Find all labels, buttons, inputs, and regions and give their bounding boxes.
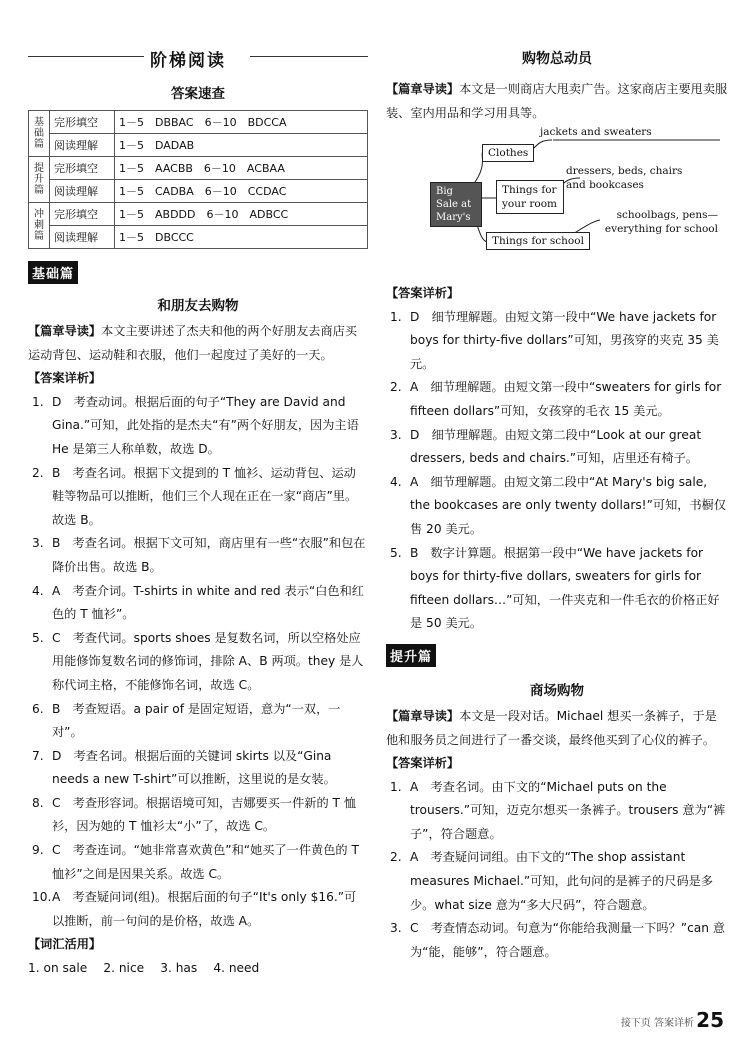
branch-box: Things for school	[486, 232, 590, 250]
answer-number: 2.	[390, 850, 402, 865]
answer-number: 1.	[390, 309, 402, 324]
branch-label: schoolbags, pens—everything for school	[604, 209, 718, 235]
section-tag: 基础篇	[28, 261, 78, 284]
right-answer-list	[386, 306, 728, 636]
answer-text: C 考查形容词。根据语境可知，吉娜要买一件新的 T 恤衫，因为她的 T 恤衫太“小”了，故选 C。	[52, 795, 357, 834]
answer-number: 5.	[390, 545, 402, 560]
answer-text: B 考查名词。根据下文提到的 T 恤衫、运动背包、运动鞋等物品可以推断，他们三个人现在正在一家“商店”里。故选 B。	[52, 465, 358, 527]
answer-number: 4.	[390, 474, 402, 489]
branch-label: dressers, beds, chairs and bookcases	[566, 165, 683, 191]
guide-label: 【篇章导读】	[386, 82, 460, 96]
answer-text: C 考查代词。sports shoes 是复数名词，所以空格处应用能修饰复数名词的修饰词，排除 A、B 两项。they 是人称代词主格，不能修饰名词，故选 C。	[52, 630, 364, 692]
answer-text: A 考查介词。T-shirts in white and red 表示“白色和红色的 T 恤衫”。	[52, 583, 364, 622]
answer-text: A 细节理解题。由短文第一段中“sweaters for girls for fifteen dollars”可知，女孩穿的毛衣 15 美元。	[410, 380, 722, 418]
answer-text: C 考查情态动词。句意为“你能给我测量一下吗？”can 意为“能，能够”，符合题意。	[410, 921, 726, 959]
answer-values: 1－5 CADBA 6－10 CCDAC	[115, 180, 368, 203]
answer-item	[28, 792, 368, 839]
answer-values: 1－5 ABDDD 6－10 ADBCC	[115, 203, 368, 226]
right-guide-paragraph	[386, 78, 728, 125]
answer-number: 3.	[390, 427, 402, 442]
article-title: 和朋友去购物	[157, 298, 239, 314]
answer-text: A 细节理解题。由短文第二段中“At Mary's big sale, the bookcases are only twenty dollars!”可知，书橱仅售 20 美元。	[410, 474, 727, 536]
answer-number: 1.	[32, 394, 44, 409]
answer-row	[29, 134, 368, 157]
footer-text: 接下页 答案详析	[620, 1018, 694, 1029]
answer-text: D 细节理解题。由短文第一段中“We have jackets for boys for thirty-five dollars”可知，男孩穿的夹克 35 美元。	[410, 309, 719, 371]
answer-item	[386, 776, 728, 847]
branch-box: Clothes	[482, 144, 534, 162]
guide-text: 本文主要讲述了杰夫和他的两个好朋友去商店买运动背包、运动鞋和衣服，他们一起度过了美好的一天。	[28, 324, 358, 362]
answer-text: B 考查名词。根据下文可知，商店里有一些“衣服”和包在降价出售。故选 B。	[52, 536, 366, 574]
answer-item	[28, 532, 368, 579]
answer-type: 阅读理解	[50, 134, 115, 157]
answer-number: 8.	[32, 795, 44, 810]
vocab-items	[28, 957, 368, 981]
answer-type: 阅读理解	[50, 180, 115, 203]
guide-paragraph	[28, 320, 368, 367]
answer-text: C 考查连词。“她非常喜欢黄色”和“她买了一件黄色的 T 恤衫”之间是因果关系。故选 C。	[52, 843, 359, 881]
answer-item	[386, 917, 728, 964]
vocab-item: 4. need	[213, 961, 260, 976]
answer-item	[386, 471, 728, 542]
left-column	[28, 82, 368, 981]
answer-text: D 考查名词。根据后面的关键词 skirts 以及“Gina needs a new T-shirt”可以推断，这里说的是女装。	[52, 748, 336, 787]
branch-box: Things for your room	[496, 180, 564, 214]
answer-number: 3.	[32, 536, 44, 551]
answer-text: A 考查名词。由下文的“Michael puts on the trousers.”可知，迈克尔想买一条裤子。trousers 意为“裤子”，符合题意。	[410, 779, 726, 841]
answer-group: 基础篇	[29, 111, 50, 157]
right-answer-list-2	[386, 776, 728, 965]
vocab-item: 3. has	[160, 961, 198, 976]
answer-text: A 考查疑问词组。由下文的“The shop assistant measures Michael.”可知，此句问的是裤子的尺码是多少。what size 意为“多大尺码”，符合题意。	[410, 850, 714, 912]
answer-item	[386, 306, 728, 377]
header-rule-right	[250, 56, 368, 57]
answer-text: D 考查动词。根据后面的句子“They are David and Gina.”可知，此处指的是杰夫“有”两个好朋友，因为主语 He 是第三人称单数，故选 D。	[52, 394, 359, 456]
answer-number: 6.	[32, 701, 44, 716]
vocab-item: 1. on sale	[28, 961, 88, 976]
answer-number: 10.	[32, 890, 52, 905]
answer-type: 完形填空	[50, 157, 115, 180]
answer-item	[28, 627, 368, 698]
answer-item	[28, 839, 368, 886]
answer-row	[29, 226, 368, 249]
answer-type: 完形填空	[50, 203, 115, 226]
answer-group: 提升篇	[29, 157, 50, 203]
guide-text: 本文是一则商店大甩卖广告。这家商店主要甩卖服装、室内用品和学习用具等。	[386, 82, 728, 120]
answer-number: 9.	[32, 843, 44, 858]
answer-values: 1－5 DBBAC 6－10 BDCCA	[115, 111, 368, 134]
page-number: 25	[696, 1008, 724, 1032]
guide-text: 本文是一段对话。Michael 想买一条裤子，于是他和服务员之间进行了一番交谈，最终他买到了心仪的裤子。	[386, 708, 717, 747]
answer-item	[28, 462, 368, 533]
answer-item	[28, 886, 368, 933]
answer-number: 4.	[32, 583, 44, 598]
mind-map-center: Big Sale at Mary's	[430, 182, 482, 227]
answer-values: 1－5 AACBB 6－10 ACBAA	[115, 157, 368, 180]
answer-item	[386, 846, 728, 917]
right-column	[386, 78, 728, 125]
branch-label: jackets and sweaters	[540, 126, 652, 138]
answer-number: 7.	[32, 748, 44, 763]
answer-number: 2.	[32, 465, 44, 480]
answer-values: 1－5 DBCCC	[115, 226, 368, 249]
answer-row	[29, 111, 368, 134]
guide-paragraph	[386, 705, 728, 752]
section-tag-advanced	[386, 644, 728, 667]
answer-values: 1－5 DADAB	[115, 134, 368, 157]
answer-text: D 细节理解题。由短文第二段中“Look at our great dressers, beds and chairs.”可知，店里还有椅子。	[410, 427, 702, 466]
answer-row	[29, 180, 368, 203]
detail-label: 【答案详析】	[28, 371, 102, 386]
answer-item	[386, 376, 728, 423]
answer-item	[386, 424, 728, 471]
answer-text: B 考查短语。a pair of 是固定短语，意为“一双，一对”。	[52, 701, 341, 740]
header-rule-left	[28, 56, 144, 57]
vocab-label: 【词汇活用】	[28, 937, 102, 952]
left-header-title: 阶梯阅读	[150, 51, 226, 71]
answer-key-table	[28, 110, 368, 249]
answer-item	[28, 698, 368, 745]
answer-number: 5.	[32, 630, 44, 645]
article-title: 商场购物	[530, 682, 584, 699]
left-header	[28, 44, 368, 70]
answer-row	[29, 203, 368, 226]
answer-number: 2.	[390, 380, 402, 395]
answer-text: B 数字计算题。根据第一段中“We have jackets for boys for thirty-five dollars, sweaters for girls for fifteen dollars…”可知，一件夹克和一件毛衣的价格正好是 50 美元。	[410, 545, 720, 631]
mind-map	[420, 124, 720, 254]
section-tag-basic	[28, 261, 368, 284]
answer-type: 阅读理解	[50, 226, 115, 249]
answer-item	[28, 745, 368, 792]
right-column-lower	[386, 282, 728, 964]
guide-label: 【篇章导读】	[386, 708, 460, 723]
answer-row	[29, 157, 368, 180]
answer-item	[28, 391, 368, 462]
answer-type: 完形填空	[50, 111, 115, 134]
right-header-title: 购物总动员	[522, 51, 592, 67]
detail-label: 【答案详析】	[386, 756, 460, 771]
left-answer-list	[28, 391, 368, 934]
answer-text: A 考查疑问词(组)。根据后面的句子“It's only $16.”可以推断，前一句问的是价格，故选 A。	[52, 890, 357, 928]
guide-label: 【篇章导读】	[28, 324, 102, 338]
answer-item	[28, 580, 368, 627]
answer-group: 冲刺篇	[29, 203, 50, 249]
section-tag: 提升篇	[386, 644, 436, 667]
answer-key-title: 答案速查	[171, 86, 225, 102]
detail-label: 【答案详析】	[386, 286, 460, 300]
vocab-item: 2. nice	[103, 961, 145, 976]
answer-item	[386, 542, 728, 636]
answer-number: 1.	[390, 779, 402, 794]
answer-number: 3.	[390, 921, 402, 936]
